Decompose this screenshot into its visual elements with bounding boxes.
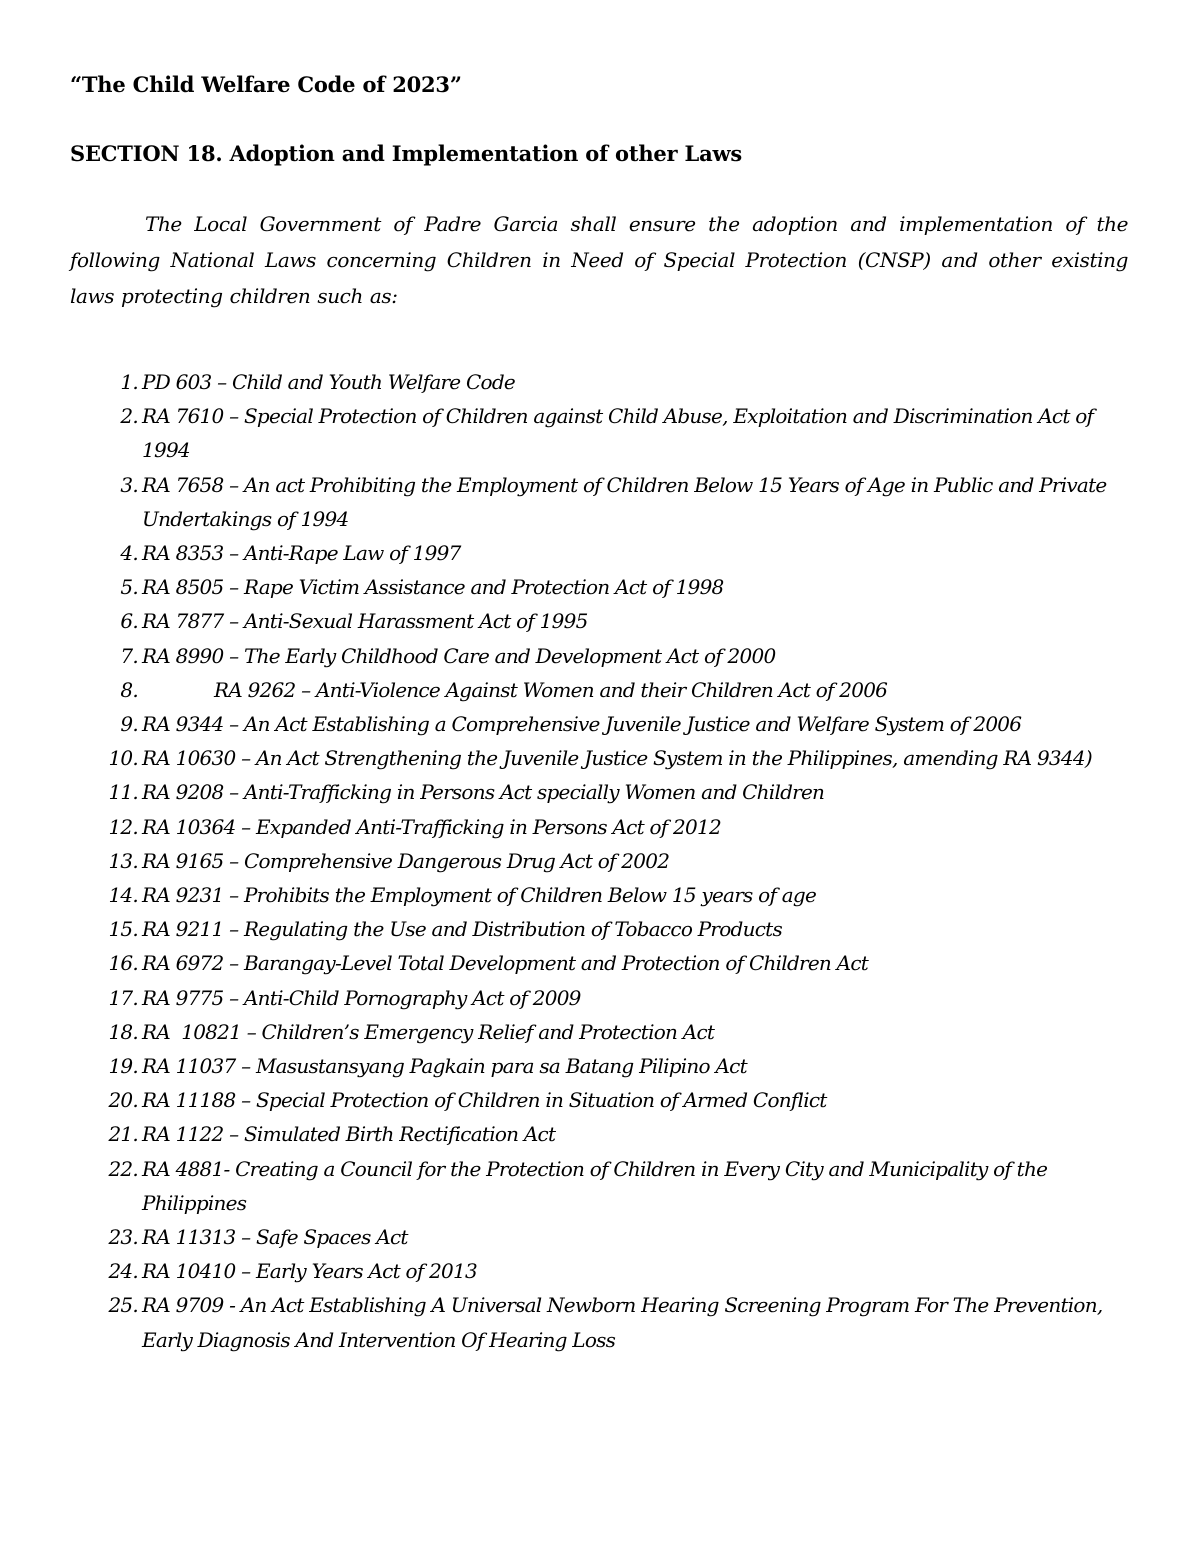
law-item [0,1015,1132,1049]
law-text: RA 11313 – Safe Spaces Act [142,1225,408,1250]
law-text: RA 9344 – An Act Establishing a Comprehensive Juvenile Justice and Welfare System of 2006 [142,712,1022,737]
law-text: RA 9709 - An Act Establishing A Universal Newborn Hearing Screening Program For The Prevention, Early Diagnosis And Intervention Of Hearing Loss [142,1293,1103,1352]
law-number: 23. [108,1225,138,1250]
law-item [0,844,1132,878]
law-text: RA 9262 – Anti-Violence Against Women and their Children Act of 2006 [214,677,888,702]
law-number: 20. [108,1088,138,1113]
law-item [0,1288,1132,1356]
law-number: 19. [108,1054,138,1079]
law-number: 6. [120,609,138,634]
law-text: RA 10630 – An Act Strengthening the Juvenile Justice System in the Philippines, amending RA 9344) [142,746,1092,771]
law-number: 12. [108,814,138,839]
law-text: RA 10821 – Children’s Emergency Relief and Protection Act [142,1019,715,1044]
law-text: RA 9211 – Regulating the Use and Distribution of Tobacco Products [142,917,782,942]
law-number: 13. [108,848,138,873]
law-number: 4. [120,541,138,566]
law-text: RA 11188 – Special Protection of Children in Situation of Armed Conflict [142,1088,827,1113]
law-item [0,536,1132,570]
law-item [0,1049,1132,1083]
law-text: RA 10410 – Early Years Act of 2013 [142,1259,477,1284]
law-text: RA 4881- Creating a Council for the Protection of Children in Every City and Municipality of the Philippines [142,1156,1048,1215]
law-text: RA 9775 – Anti-Child Pornography Act of 2009 [142,985,581,1010]
law-text: RA 10364 – Expanded Anti-Trafficking in Persons Act of 2012 [142,814,721,839]
law-list [0,365,1200,1357]
law-item [0,639,1132,673]
law-item [0,707,1132,741]
law-item [0,1152,1132,1220]
law-number: 14. [108,883,138,908]
law-item [0,1220,1132,1254]
law-item [0,741,1132,775]
law-item [0,981,1132,1015]
law-item [0,365,1132,399]
law-number: 16. [108,951,138,976]
law-item [0,912,1132,946]
law-item [0,673,1132,707]
law-text: RA 7610 – Special Protection of Children against Child Abuse, Exploitation and Discrimination Act of 1994 [142,404,1094,463]
law-number: 8. [120,677,138,702]
law-number: 3. [120,472,138,497]
law-number: 17. [108,985,138,1010]
law-item [0,1083,1132,1117]
document-title: “The Child Welfare Code of 2023” [70,72,462,97]
law-item [0,570,1132,604]
law-item [0,399,1132,467]
law-text: RA 11037 – Masustansyang Pagkain para sa Batang Pilipino Act [142,1054,747,1079]
law-item [0,810,1132,844]
law-item [0,946,1132,980]
law-text: RA 6972 – Barangay-Level Total Development and Protection of Children Act [142,951,869,976]
law-text: RA 7658 – An act Prohibiting the Employment of Children Below 15 Years of Age in Public and Private Undertakings of 1994 [142,472,1107,531]
law-number: 9. [120,712,138,737]
law-number: 22. [108,1156,138,1181]
law-text: RA 8505 – Rape Victim Assistance and Protection Act of 1998 [142,575,724,600]
law-number: 10. [108,746,138,771]
law-text: RA 9231 – Prohibits the Employment of Children Below 15 years of age [142,883,817,908]
intro-paragraph: The Local Government of Padre Garcia shall ensure the adoption and implementation of the following National Laws concerning Children in Need of Special Protection (CNSP) and other existing laws protecting children such as: [70,212,1128,308]
law-text: RA 8990 – The Early Childhood Care and Development Act of 2000 [142,643,776,668]
law-number: 25. [108,1293,138,1318]
law-item [0,775,1132,809]
law-item [0,468,1132,536]
law-item [0,878,1132,912]
law-text: RA 1122 – Simulated Birth Rectification Act [142,1122,556,1147]
section-heading: SECTION 18. Adoption and Implementation of other Laws [70,141,743,166]
law-number: 7. [120,643,138,668]
law-number: 11. [108,780,138,805]
law-item [0,604,1132,638]
law-number: 1. [120,370,138,394]
law-text: PD 603 – Child and Youth Welfare Code [142,370,515,394]
law-number: 15. [108,917,138,942]
law-item [0,1254,1132,1288]
law-number: 21. [108,1122,138,1147]
law-number: 2. [120,404,138,429]
law-number: 5. [120,575,138,600]
law-item [0,1117,1132,1151]
law-text: RA 9165 – Comprehensive Dangerous Drug Act of 2002 [142,848,670,873]
law-text: RA 8353 – Anti-Rape Law of 1997 [142,541,461,566]
law-text: RA 9208 – Anti-Trafficking in Persons Act specially Women and Children [142,780,825,805]
law-number: 24. [108,1259,138,1284]
law-text: RA 7877 – Anti-Sexual Harassment Act of 1995 [142,609,588,634]
law-number: 18. [108,1019,138,1044]
